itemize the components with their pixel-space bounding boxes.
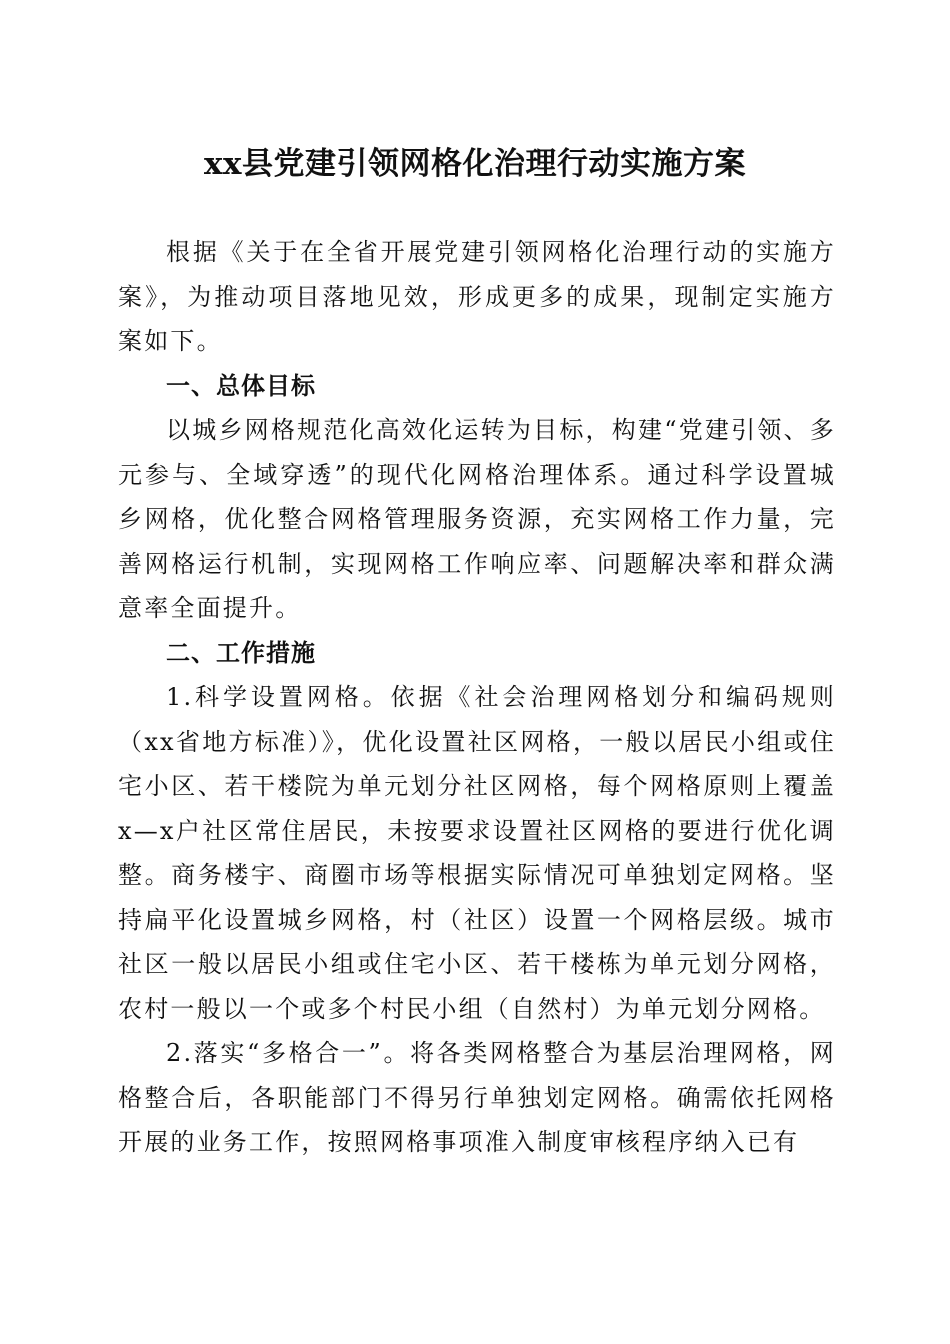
intro-paragraph: 根据《关于在全省开展党建引领网格化治理行动的实施方案》，为推动项目落地见效，形成更多的成果，现制定实施方案如下。 — [118, 238, 836, 355]
measure-item-1: 1.科学设置网格。依据《社会治理网格划分和编码规则（xx省地方标准）》，优化设置社区网格，一般以居民小组或住宅小区、若干楼院为单元划分社区网格，每个网格原则上覆盖x—x户社区常住居民，未按要求设置社区网格的要进行优化调整。商务楼宇、商圈市场等根据实际情况可单独划定网格。坚持扁平化设置城乡网格，村（社区）设置一个网格层级。城市社区一般以居民小组或住宅小区、若干楼栋为单元划分网格，农村一般以一个或多个村民小组（自然村）为单元划分网格。 — [118, 683, 836, 1023]
section-heading-measures: 二、工作措施 — [166, 638, 316, 667]
document-body — [118, 230, 836, 1165]
section-heading-goals: 一、总体目标 — [166, 371, 316, 400]
goals-paragraph: 以城乡网格规范化高效化运转为目标，构建“党建引领、多元参与、全域穿透”的现代化网格治理体系。通过科学设置城乡网格，优化整合网格管理服务资源，充实网格工作力量，完善网格运行机制，实现网格工作响应率、问题解决率和群众满意率全面提升。 — [118, 416, 836, 622]
measure-item-2: 2.落实“多格合一”。将各类网格整合为基层治理网格，网格整合后，各职能部门不得另行单独划定网格。确需依托网格开展的业务工作，按照网格事项准入制度审核程序纳入已有 — [118, 1039, 836, 1156]
document-title: xx县党建引领网格化治理行动实施方案 — [204, 146, 746, 182]
